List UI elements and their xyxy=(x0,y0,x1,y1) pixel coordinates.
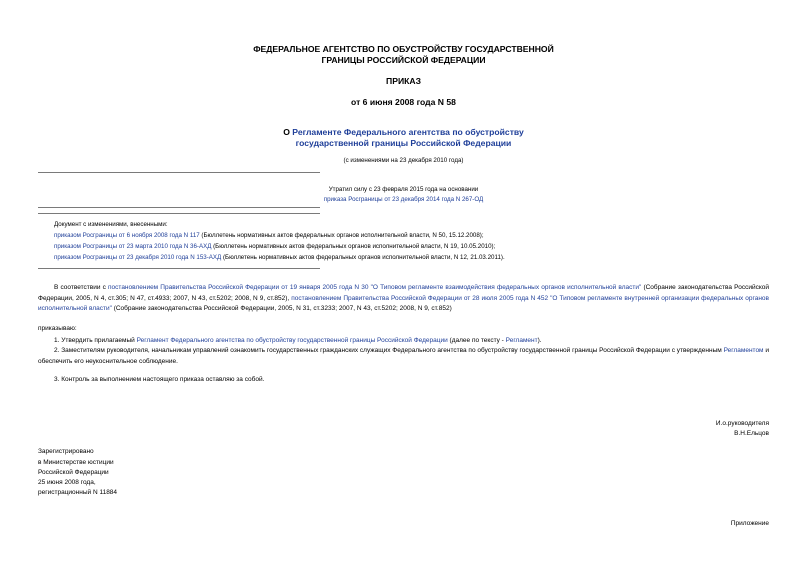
item-link-reglament-short[interactable]: Регламент xyxy=(505,337,538,344)
item-link-reglament-2[interactable]: Регламентом xyxy=(723,347,764,354)
item-text: 1. Утвердить прилагаемый xyxy=(54,337,137,344)
signature-position: И.о.руководителя xyxy=(715,420,769,427)
preamble-link-postanovlenie-452[interactable]: постановлением Правительства Российской Федерации от 28 июля 2005 года N 452 "О Типовом регламенте внутренней организации федеральных органов исполнительной власти" xyxy=(38,294,769,312)
divider xyxy=(38,213,320,214)
changes-intro: Документ с изменениями, внесенными: xyxy=(54,221,168,228)
divider xyxy=(38,172,320,173)
signature-name: В.Н.Ельцов xyxy=(734,430,769,437)
preamble-link-postanovlenie-30[interactable]: постановлением Правительства Российской Федерации от 19 января 2005 года N 30 "О Типовом регламенте взаимодействия федеральных органов исполнительной власти" xyxy=(108,284,642,291)
change-item xyxy=(54,253,505,262)
change-item xyxy=(54,242,495,251)
status-line: Утратил силу с 23 февраля 2015 года на основании xyxy=(328,186,479,193)
item-text: и обеспечить его неукоснительное соблюдение. xyxy=(38,347,769,365)
item-text: ). xyxy=(537,337,542,344)
item-text: 2. Заместителям руководителя, начальникам управлений ознакомить государственных гражданских служащих Федерального агентства по обустройству государственной границы Российской Федерации с утвержденным xyxy=(54,347,724,354)
change-item xyxy=(54,231,484,240)
item-link-reglament[interactable]: Регламент Федерального агентства по обустройству государственной границы Российской Федерации xyxy=(136,337,448,344)
item-text: (далее по тексту - xyxy=(447,337,506,344)
change-item-text: (Бюллетень нормативных актов федеральных органов исполнительной власти, N 50, 15.12.2008); xyxy=(199,232,484,239)
preamble-text: (Собрание законодательства Российской Федерации, 2005, N 31, ст.3233; 2007, N 43, ст.5202; 2008, N 9, ст.852) xyxy=(111,305,452,312)
divider xyxy=(38,268,320,269)
order-item-2 xyxy=(38,346,769,367)
change-item-text: (Бюллетень нормативных актов федеральных органов исполнительной власти, N 19, 10.05.2010); xyxy=(211,243,496,250)
title-link-reglament[interactable]: Регламенте Федерального агентства по обустройству xyxy=(292,127,524,137)
status-repeal-link[interactable]: приказа Росграницы от 23 декабря 2014 года N 267-ОД xyxy=(323,196,484,203)
preamble-text: (Собрание законодательства Российской Федерации, 2005, N 4, ст.305; N 47, ст.4933; 2007, N 43, ст.5202; 2008, N 9, ст.852), xyxy=(38,284,769,302)
change-item-link[interactable]: приказом Росграницы от 23 марта 2010 года N 36-АХД xyxy=(54,243,212,250)
title-prefix: О xyxy=(283,127,293,137)
edition-note: (с изменениями на 23 декабря 2010 года) xyxy=(343,157,464,164)
document-date: от 6 июня 2008 года N 58 xyxy=(351,97,456,107)
preamble-text: В соответствии с xyxy=(54,284,109,291)
document-title-line1 xyxy=(0,127,807,138)
registration-line: 25 июня 2008 года, xyxy=(38,479,96,486)
change-item-link[interactable]: приказом Росграницы от 23 декабря 2010 года N 153-АХД xyxy=(54,254,222,261)
agency-name-line2: ГРАНИЦЫ РОССИЙСКОЙ ФЕДЕРАЦИИ xyxy=(321,55,486,65)
divider xyxy=(38,207,320,208)
appendix-label: Приложение xyxy=(730,520,769,527)
registration-line: регистрационный N 11884 xyxy=(38,489,118,496)
order-item-3: 3. Контроль за выполнением настоящего приказа оставляю за собой. xyxy=(54,376,265,383)
registration-line: Российской Федерации xyxy=(38,469,109,476)
preamble-paragraph xyxy=(38,283,769,315)
order-word: приказываю: xyxy=(38,325,77,332)
change-item-text: (Бюллетень нормативных актов федеральных органов исполнительной власти, N 12, 21.03.2011). xyxy=(221,254,505,261)
registration-line: в Министерстве юстиции xyxy=(38,459,114,466)
order-item-1 xyxy=(54,337,542,344)
document-type: ПРИКАЗ xyxy=(386,76,421,86)
change-item-link[interactable]: приказом Росграницы от 6 ноября 2008 года N 117 xyxy=(54,232,200,239)
registration-line: Зарегистрировано xyxy=(38,448,94,455)
agency-name-line1: ФЕДЕРАЛЬНОЕ АГЕНТСТВО ПО ОБУСТРОЙСТВУ ГОСУДАРСТВЕННОЙ xyxy=(253,44,554,54)
title-link-reglament-line2[interactable]: государственной границы Российской Федерации xyxy=(295,138,512,148)
